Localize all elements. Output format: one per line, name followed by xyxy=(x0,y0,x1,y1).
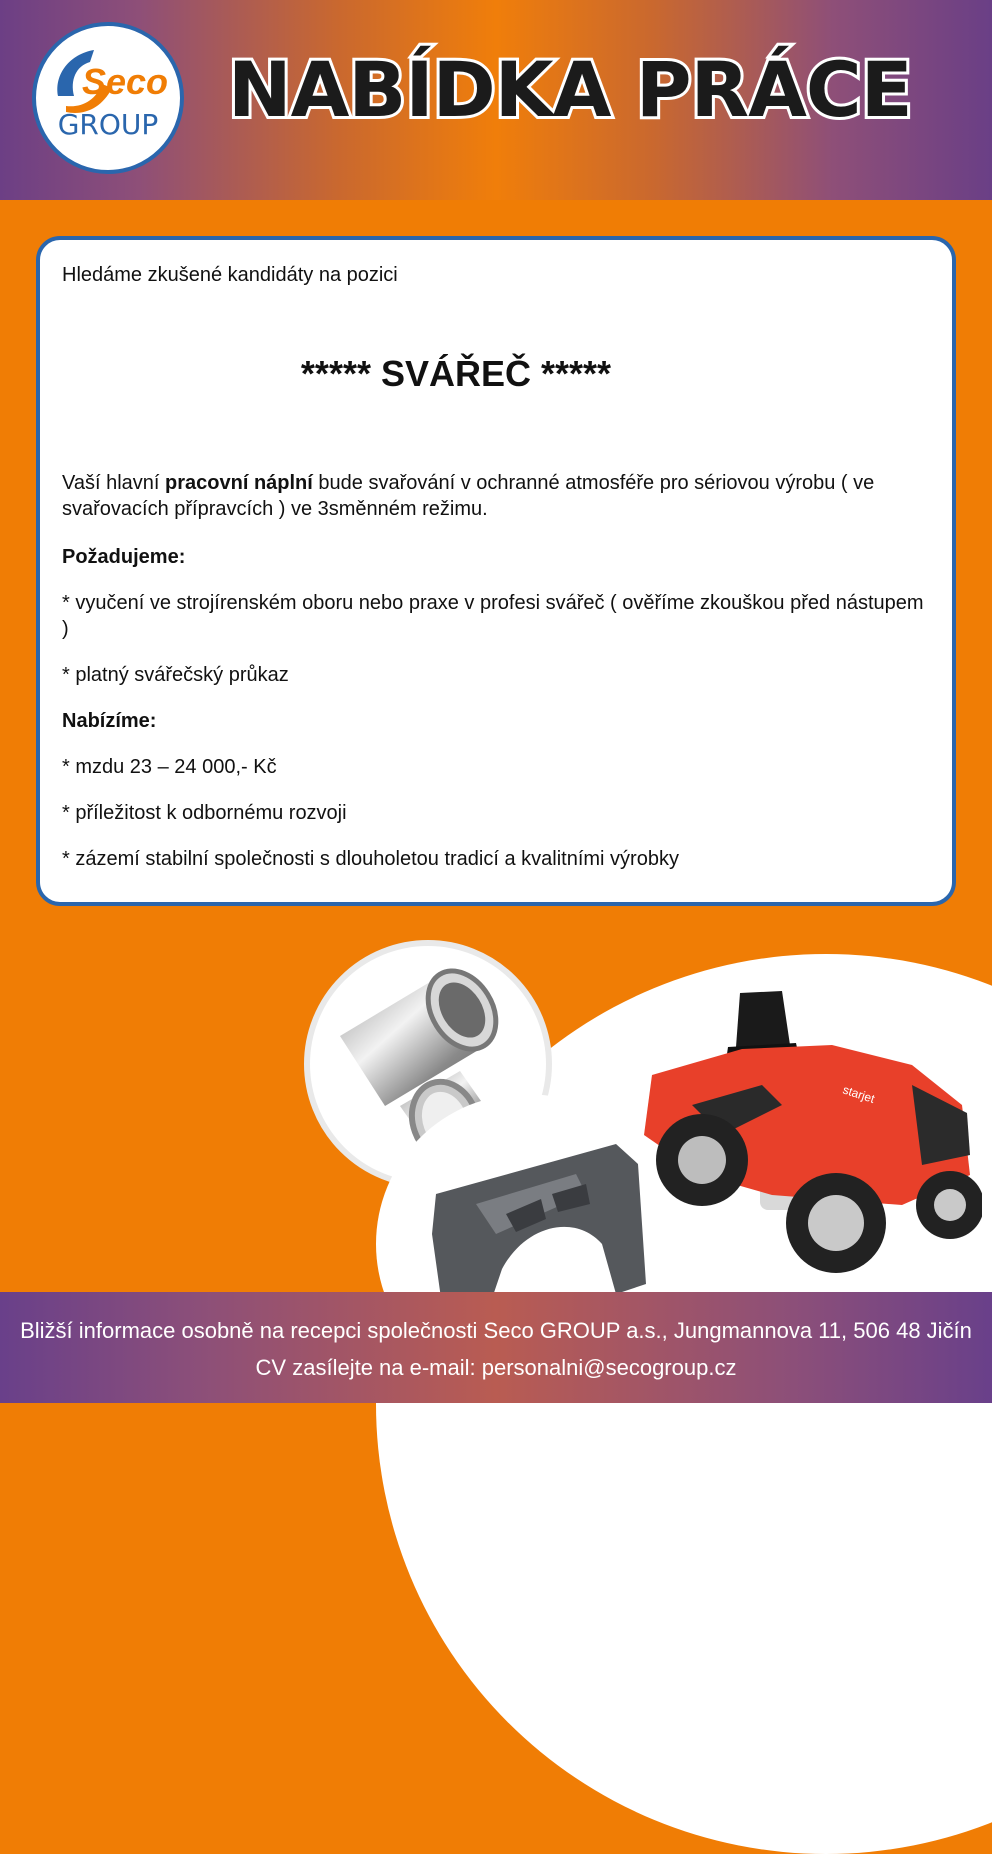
requirements-heading: Požadujeme: xyxy=(62,546,186,568)
intro-text: Hledáme zkušené kandidáty na pozici xyxy=(62,264,398,286)
footer-email: CV zasílejte na e-mail: personalni@secogroup.cz xyxy=(255,1355,737,1380)
seco-group-logo xyxy=(32,22,184,174)
offer-item: * mzdu 23 – 24 000,- Kč xyxy=(62,756,277,778)
offer-item: * zázemí stabilní společnosti s dlouholetou tradicí a kvalitními výrobky xyxy=(62,848,679,870)
job-description-card xyxy=(36,236,956,906)
main-duties-text xyxy=(62,470,932,522)
requirement-item: * vyučení ve strojírenském oboru nebo praxe v profesi svářeč ( ověříme zkouškou před nástupem ) xyxy=(62,592,924,640)
main-duties-post: bude svařování v ochranné atmosféře pro sériovou výrobu ( ve svařovacích přípravcích ) ve 3směnném režimu. xyxy=(62,472,875,520)
mower-label: starjet xyxy=(841,1082,877,1106)
contact-footer xyxy=(0,1292,992,1403)
main-duties-bold: pracovní náplní xyxy=(165,472,313,494)
requirement-item: * platný svářečský průkaz xyxy=(62,664,289,686)
lawn-tractor-image xyxy=(632,985,982,1290)
position-title: ***** SVÁŘEČ ***** xyxy=(300,353,612,394)
main-duties-pre: Vaší hlavní xyxy=(62,472,166,494)
footer-address: Bližší informace osobně na recepci společnosti Seco GROUP a.s., Jungmannova 11, 506 48 Jičín xyxy=(20,1318,972,1343)
header-banner xyxy=(0,0,992,200)
page-title: NABÍDKA PRÁCE xyxy=(228,45,912,134)
offer-item: * příležitost k odbornému rozvoji xyxy=(62,802,347,824)
offers-heading: Nabízíme: xyxy=(62,710,157,732)
logo-seco-text: Seco xyxy=(82,61,169,102)
logo-group-text: GROUP xyxy=(57,108,159,141)
